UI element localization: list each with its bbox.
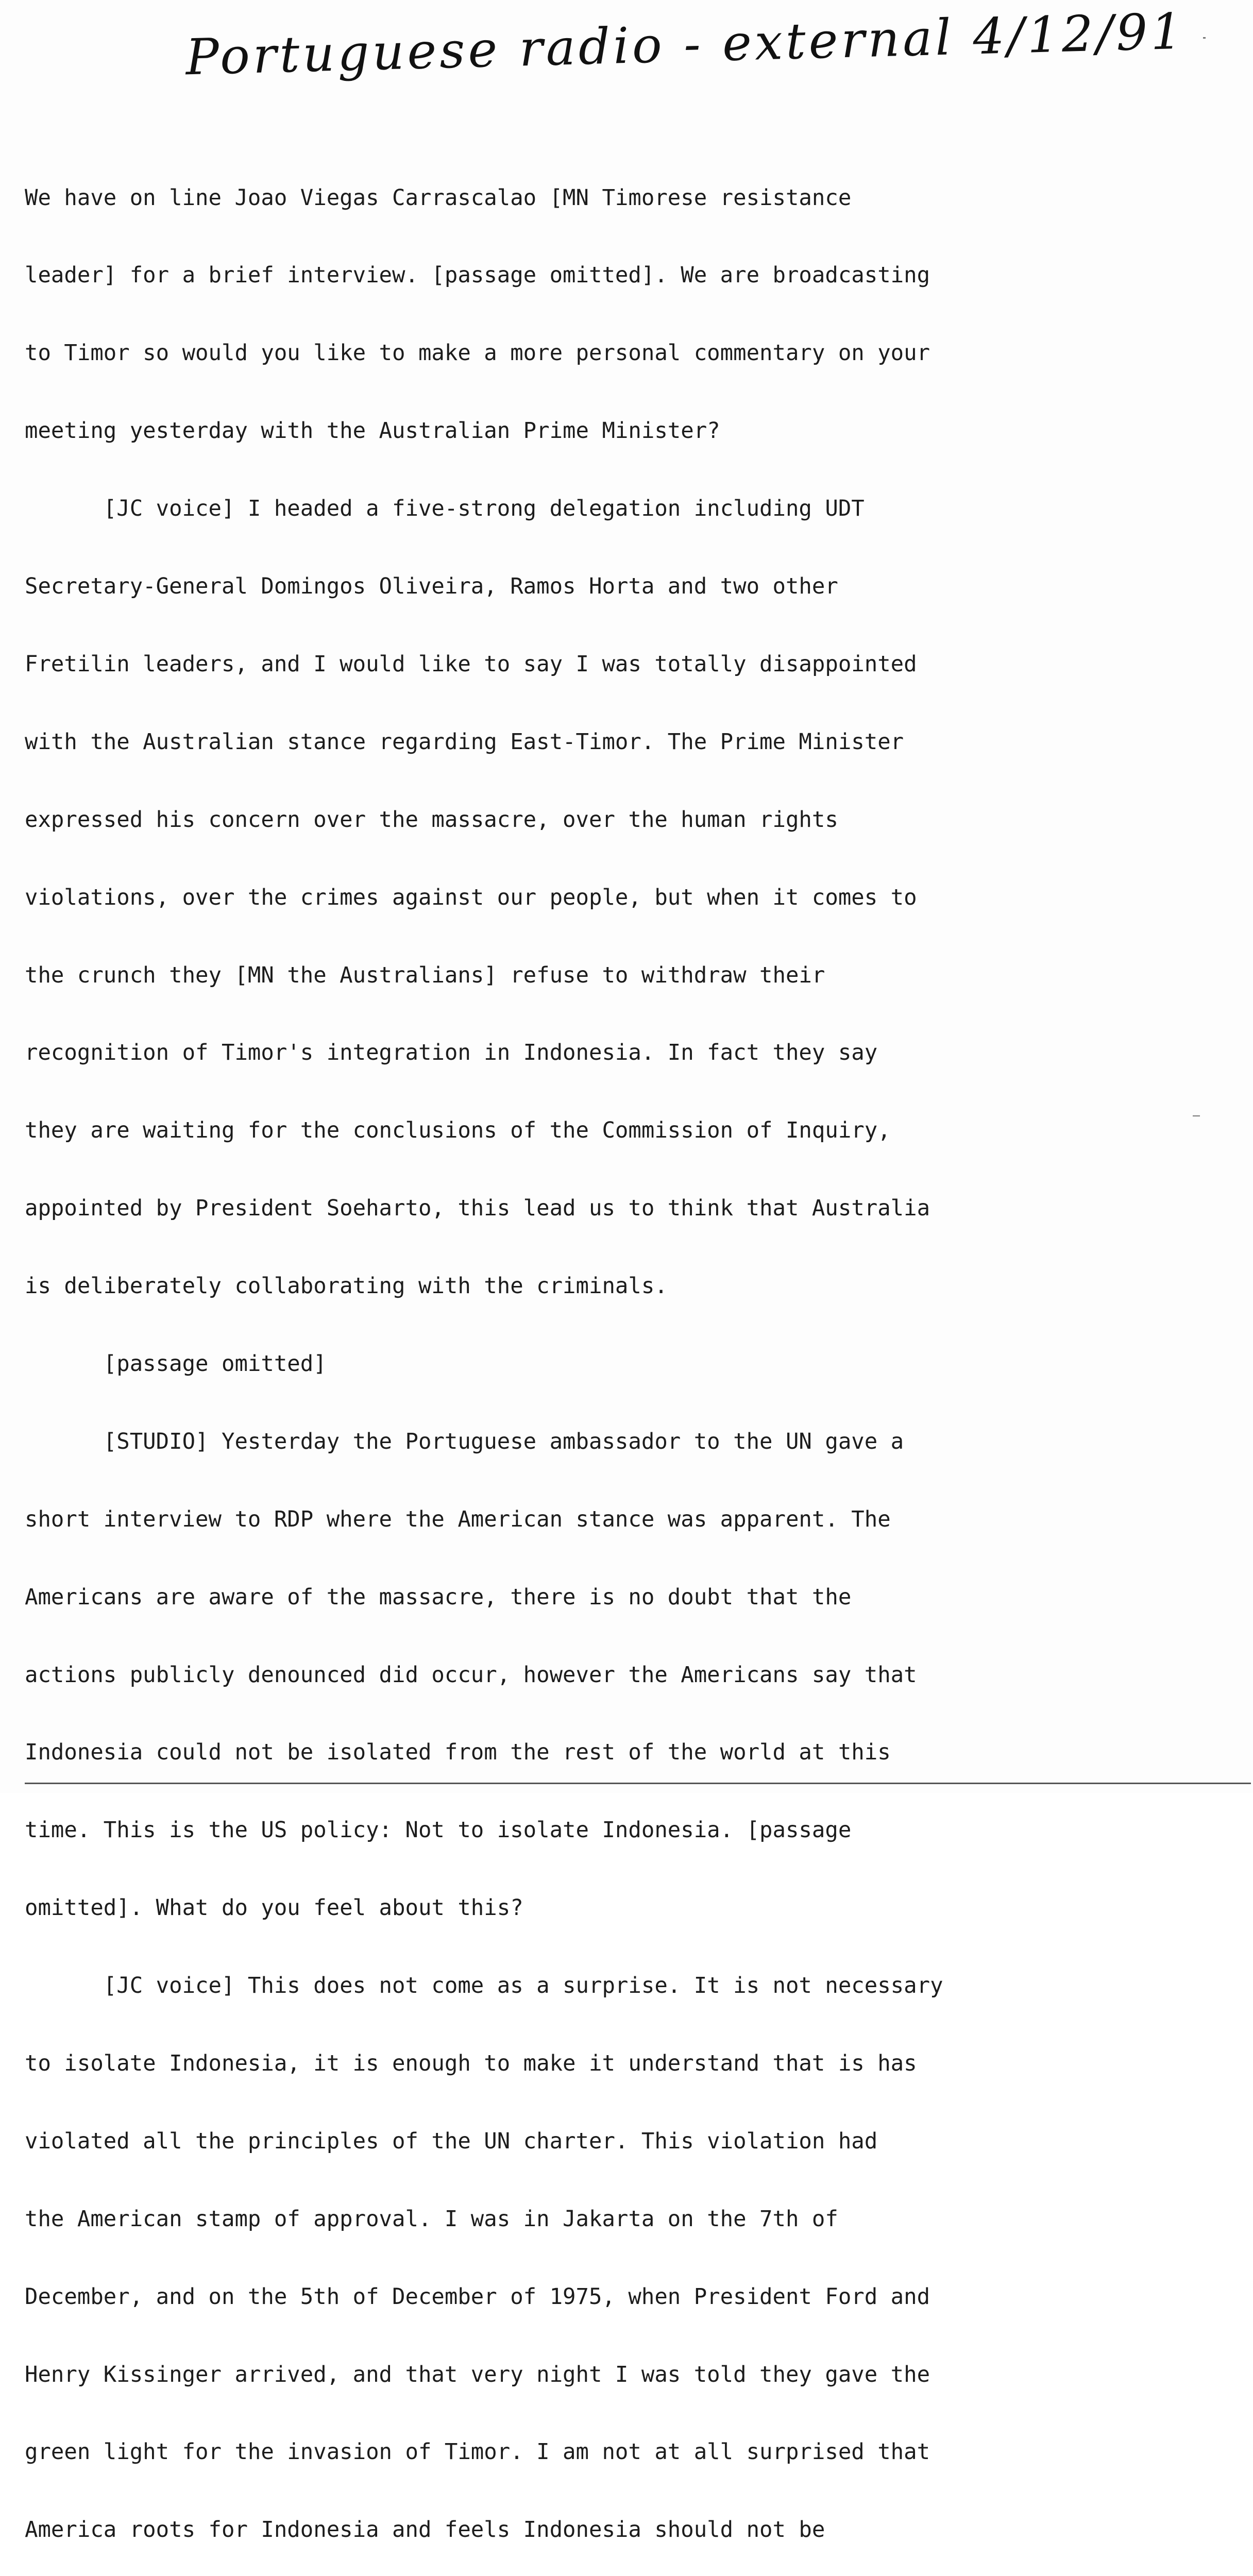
transcript-body bbox=[25, 133, 1210, 2576]
text-line: violations, over the crimes against our people, but when it comes to bbox=[25, 884, 917, 910]
text-line: We have on line Joao Viegas Carrascalao [MN Timorese resistance bbox=[25, 184, 852, 210]
text-line: Indonesia could not be isolated from the rest of the world at this bbox=[25, 1739, 891, 1765]
text-line: appointed by President Soeharto, this lead us to think that Australia bbox=[25, 1195, 930, 1221]
text-line: Henry Kissinger arrived, and that very night I was told they gave the bbox=[25, 2361, 930, 2387]
text-line: December, and on the 5th of December of 1975, when President Ford and bbox=[25, 2283, 930, 2309]
text-line: time. This is the US policy: Not to isolate Indonesia. [passage bbox=[25, 1817, 852, 1843]
handwritten-annotation: Portuguese radio - external 4/12/91 bbox=[184, 2, 1186, 87]
text-line: Fretilin leaders, and I would like to say I was totally disappointed bbox=[25, 651, 917, 676]
text-line: [JC voice] I headed a five-strong delegation including UDT bbox=[25, 496, 865, 521]
text-line: is deliberately collaborating with the criminals. bbox=[25, 1273, 668, 1299]
text-line: America roots for Indonesia and feels Indonesia should not be bbox=[25, 2517, 825, 2543]
text-line: expressed his concern over the massacre, over the human rights bbox=[25, 806, 838, 832]
scan-speck bbox=[1193, 1115, 1200, 1116]
text-line: Secretary-General Domingos Oliveira, Ramos Horta and two other bbox=[25, 573, 838, 599]
text-line: leader] for a brief interview. [passage omitted]. We are broadcasting bbox=[25, 262, 930, 288]
text-line: the American stamp of approval. I was in Jakarta on the 7th of bbox=[25, 2206, 838, 2231]
text-line: with the Australian stance regarding East-Timor. The Prime Minister bbox=[25, 728, 904, 754]
text-line: violated all the principles of the UN charter. This violation had bbox=[25, 2128, 878, 2154]
text-line: [JC voice] This does not come as a surprise. It is not necessary bbox=[25, 1973, 943, 1998]
text-line: the crunch they [MN the Australians] refuse to withdraw their bbox=[25, 962, 825, 988]
text-line: recognition of Timor's integration in Indonesia. In fact they say bbox=[25, 1040, 878, 1065]
text-line: meeting yesterday with the Australian Prime Minister? bbox=[25, 418, 720, 444]
text-line: short interview to RDP where the American stance was apparent. The bbox=[25, 1506, 891, 1532]
scan-speck bbox=[1203, 37, 1206, 39]
text-line: [passage omitted] bbox=[25, 1350, 327, 1376]
end-underline bbox=[25, 1783, 1251, 1784]
text-line: green light for the invasion of Timor. I am not at all surprised that bbox=[25, 2439, 930, 2465]
text-line: [STUDIO] Yesterday the Portuguese ambassador to the UN gave a bbox=[25, 1428, 904, 1454]
text-line: they are waiting for the conclusions of the Commission of Inquiry, bbox=[25, 1117, 891, 1143]
text-line: actions publicly denounced did occur, however the Americans say that bbox=[25, 1662, 917, 1687]
text-line: to Timor so would you like to make a more personal commentary on your bbox=[25, 340, 930, 366]
text-line: omitted]. What do you feel about this? bbox=[25, 1895, 523, 1921]
text-line: to isolate Indonesia, it is enough to make it understand that is has bbox=[25, 2050, 917, 2076]
text-line: Americans are aware of the massacre, there is no doubt that the bbox=[25, 1584, 852, 1609]
